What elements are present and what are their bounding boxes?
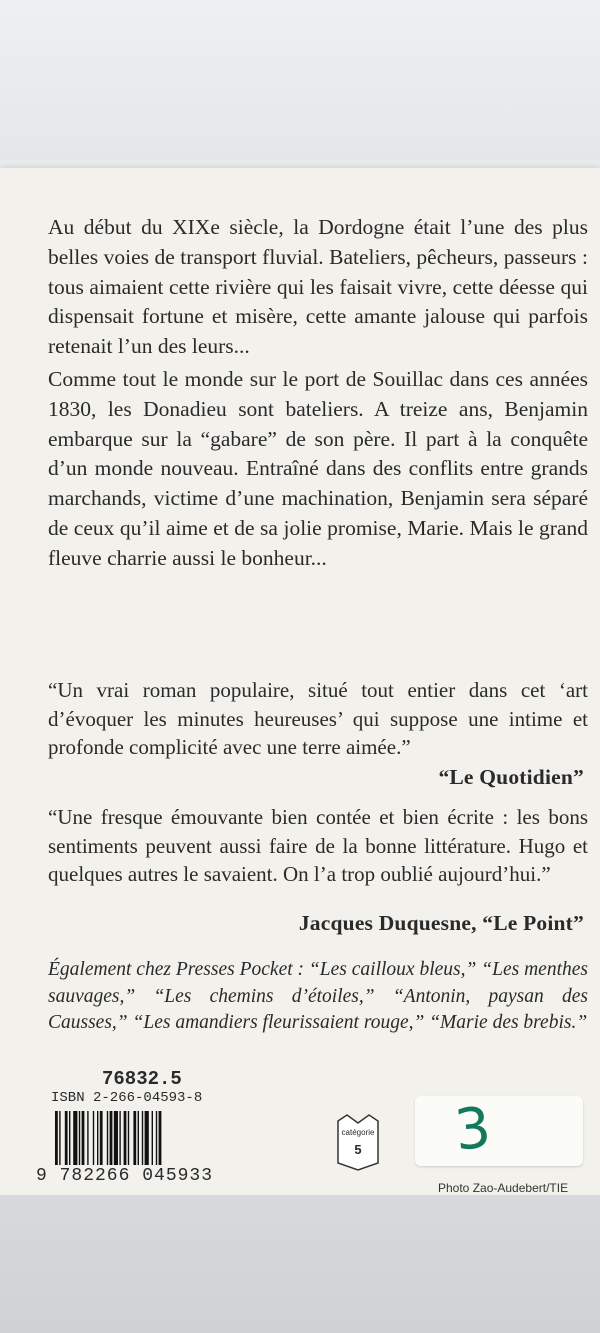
review-quote-2: “Une fresque émouvante bien contée et bien écrite : les bons sentiments peuvent aussi faire de la bonne littérature. Hugo et quelques autres le savaient. On l’a trop oublié aujourd’hui.” [48, 805, 588, 886]
sticker-handwritten-number: 3 [451, 1095, 494, 1164]
price-sticker [415, 1096, 583, 1166]
review-quote-1: “Un vrai roman populaire, situé tout entier dans cet ‘art d’évoquer les minutes heureuses’ qui suppose une intime et profonde complicité avec une terre aimée.” [48, 678, 588, 759]
review-source-1: “Le Quotidien” [438, 765, 584, 789]
category-number: 5 [354, 1142, 362, 1157]
barcode [55, 1111, 235, 1165]
barcode-digits: 9 782266 045933 [36, 1166, 214, 1186]
background-bottom [0, 1195, 600, 1333]
category-label: catégorie [341, 1128, 375, 1137]
background-top [0, 0, 600, 160]
review-source-2: Jacques Duquesne, “Le Point” [298, 911, 584, 935]
description-paragraph-1: Au début du XIXe siècle, la Dordogne était l’une des plus belles voies de transport fluvial. Bateliers, pêcheurs, passeurs : tous aimaient cette rivière qui les faisait vivre, cette déesse qui dispensait fortune et misère, cette amante jalouse qui parfois retenait l’un des leurs... [48, 215, 588, 359]
product-code: 76832.5 [102, 1068, 182, 1090]
description-paragraph-2: Comme tout le monde sur le port de Souillac dans ces années 1830, les Donadieu sont bateliers. A treize ans, Benjamin embarque sur la “gabare” de son père. Il part à la conquête d’un monde nouveau. Entraîné dans des conflits entre grands marchands, victime d’une machination, Benjamin sera séparé de ceux qu’il aime et de sa jolie promise, Marie. Mais le grand fleuve charrie aussi le bonheur... [48, 367, 588, 570]
isbn-number: ISBN 2-266-04593-8 [51, 1090, 203, 1106]
photo-credit: Photo Zao-Audebert/TIE [438, 1181, 569, 1195]
also-available-list: Également chez Presses Pocket : “Les cailloux bleus,” “Les menthes sauvages,” “Les chemins d’étoiles,” “Antonin, paysan des Causses,” “Les amandiers fleurissaient rouge,” “Marie des brebis.” [48, 959, 588, 1033]
